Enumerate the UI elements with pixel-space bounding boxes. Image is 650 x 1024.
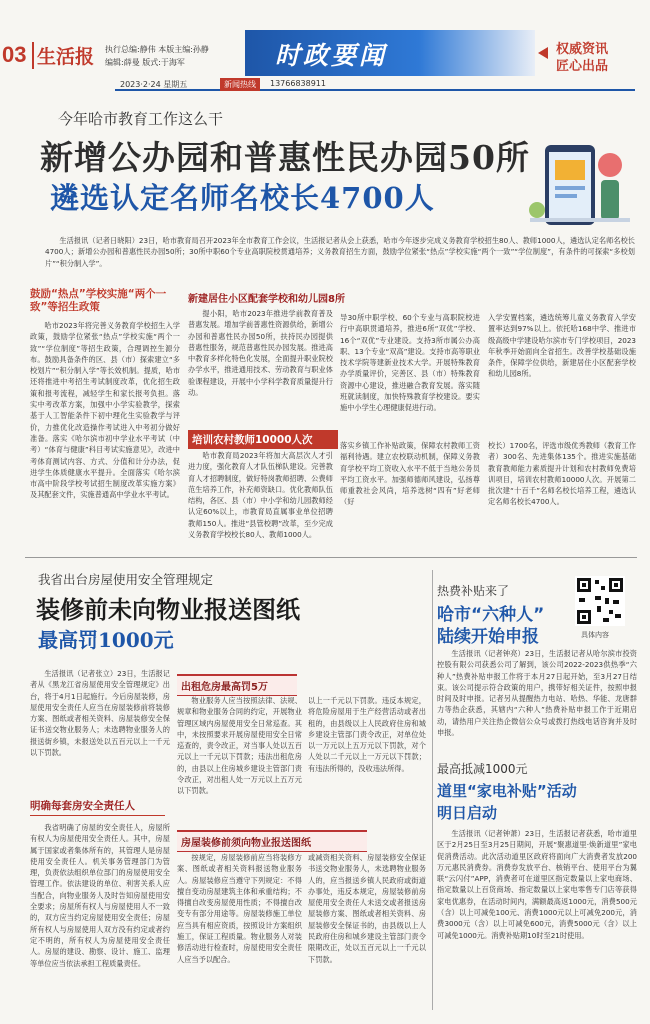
- story-housing: [0, 560, 430, 1024]
- story-heating: [437, 560, 642, 760]
- story2-lead: 生活报讯（记者张立）23日，生活报记者从《黑龙江省房屋使用安全管理规定》出台，将于4月1日起施行。今后房屋装修，房屋使用安全责任人应当在房屋装修前将装修方案、图纸或者相关资料、房屋装修安全保证书送交物业服务人；未选聘物业服务人的报送街乡镇，未报送处以五百元以上一千元以下罚款。: [30, 669, 170, 758]
- story1-lead: 生活报讯（记者日晓阳）23日，哈市教育局召开2023年全市教育工作会议，生活报记者从会上获悉，哈市今年逐步完成义务教育学校招生80人、教师1000人，遴选认定名师名校长4700人；新增公办园和普惠性民办园50所；30所中职60个专业高职院校贯通培养；义务教育招生方面，鼓励学位紧张“热点”学校实施“两个一致”“学位制度”，有条件的可探索“多校划片”“积分制入学”。: [45, 236, 635, 268]
- date: 2023·2·24 星期五: [120, 80, 188, 89]
- section-title: 时政要闻: [275, 41, 388, 70]
- story4-title-1: 道里“家电补贴”活动: [437, 782, 577, 800]
- story-appliance: [437, 760, 642, 1024]
- section-banner: [245, 30, 535, 76]
- story2-title: 装修前未向物业报送图纸: [36, 595, 300, 624]
- story1-column-3: 导30所中职学校、60个专业与高职院校进行中高职贯通培养，推进6所“双优”学校、16个“双优”专业建设。支持3所市属公办高职、13个专业“双高”建设。支持市高等职业技术学院等建新业技术大学。开展特殊教育办学质量评价，完善区、县（市）特殊教育资源中心建设，推进融合教育发展。落实随班就读制度，加快特殊教育学校建设。要实施中小学生心理健康促进行动。: [340, 313, 480, 413]
- arrow-icon: [538, 47, 548, 59]
- qr-caption: 具体内容: [581, 631, 609, 639]
- hotline-number: 13766838911: [270, 79, 326, 88]
- story1-title-2: 遴选认定名师名校长4700人: [50, 181, 435, 215]
- story1-kicker: 今年哈市教育工作这么干: [58, 110, 224, 128]
- story1-column-4b: 校长）1700名，评选市级优秀教师（教育工作者）300名、先进集体135个。推进实施基础教育教师能力素质提升计划和农村教师免费培训项目，培训农村教师10000人次。开展第二批次建“十百千”名师名校长培养工程，遴选认定名师名校长4700人。: [488, 441, 636, 507]
- staff-line-1: 执行总编:静伟 本版主编:孙静: [105, 45, 209, 54]
- story2-fine: 最高罚1000元: [38, 628, 174, 652]
- story4-kicker: 最高抵减1000元: [437, 762, 528, 776]
- story4-body: 生活报讯（记者钟萧）23日，生活报记者获悉，哈市道里区于2月25日至3月25日期间，开展“聚惠道里·焕新道里”家电促消费活动。此次活动道里区政府将面向广大消费者发放200万元惠民消费券。消费券发放平台、核销平台、使用平台为翼联“云闪付”APP，消费者可在道里区指定数量以上家电商场、指定数量以上百货商场、指定数量以上家电零售专门店等获得家电优惠券，在活动时间内，满额最高返1000元，消费500元（含）以上可减免100元、消费1000元以上可减免200元，消费3000元（含）以上可减免600元，消费5000元（含）以上可减免1000元。消费补贴期10时至21时使用。: [437, 829, 637, 940]
- story1-title-1: 新增公办园和普惠性民办园50所: [40, 138, 530, 177]
- staff-line-2: 编辑:薛曼 版式:于海军: [105, 58, 185, 67]
- divider-mid: [25, 557, 637, 558]
- story1-column-4: 入学安置档案，遴选统筹儿童义务教育入学安置率达到97%以上。依托哈168中学、推进市级高级中学建设哈尔滨市专门学校项目，2023年秋季开始面向全省招生。改善学校基础设施条件，保障学位供给，新建居住小区配套学校和幼儿园8所。: [488, 313, 636, 379]
- story1-column-1: 哈市2023年将完善义务教育学校招生入学政策，鼓励学位紧张“热点”学校实施“两个一致”“学位制度”等招生政策，合理调控生源分布。鼓励具备条件的区、县（市）探索建立“多校划片”“积分制入学”等长效机制。提质，哈市还将推进中考招生考试制度改革，优化招生政策和报考流程，减轻学生和家长报考负担。落实中考改革方案，加强中小学实验教学，探索基于人工智能条件下初中理化生实验教学与评价，力推优化改造操作考试进入中考初分做好准备。落实《哈尔滨市初中学业水平考试（中考）“体育与健康”科目考试实施意见》，改进中考体育测试内容、方式、分值和计分办法，促进学生体质健康水平提升。全面落实《哈尔滨市高中阶段学校考试招生制度改革实施方案》及其配套文件，实施普通高中学业水平考试。: [30, 321, 180, 500]
- story4-title-2: 明日启动: [437, 804, 498, 822]
- page-number: 03: [2, 42, 27, 67]
- story2-subhead-1: 明确每套房安全责任人: [30, 800, 165, 816]
- story2-subhead-3: 房屋装修前须向物业报送图纸: [177, 830, 367, 852]
- story1-column-2b: 哈市教育局2023年将加大高层次人才引进力度，强化教育人才队伍梯队建设。完善教育人才招聘制度，做好特岗教师招聘、公费师范生培养工作，补充师资缺口。优化教师队伍结构，各区、县（市）中小学和幼儿园教师经认定60%以上，市教育局直属事业单位招聘教师150人。推进“县管校聘”改革，至少完成义务教育学校校长80人、教师1000人。: [188, 451, 333, 540]
- slogan-1: 权威资讯: [556, 42, 609, 57]
- masthead: [0, 0, 650, 100]
- story1-column-2: 提小阳，哈市2023年推进学前教育普及普惠发展。增加学前普惠性资源供给，新增公办园和普惠性民办园50所，扶持民办园提供普惠性服务，规范普惠性民办园发展。推进高中教育多样化特色化发展，全面提升职业院校办学水平，推进通用技术、劳动教育与职业体验课程建设，开展中小学科学教育质量提升行动。: [188, 309, 333, 398]
- divider-vertical: [432, 570, 433, 1010]
- story2-column-2b: 以上一千元以下罚款。违反本规定，将危险房屋用于生产经营活动或者出租的，由县级以上人民政府住房和城乡建设主管部门责令改正，对单位处以一万元以上五万元以下罚款，对个人处以二千元以上一万元以下罚款；有违法所得的，没收违法所得。: [308, 696, 426, 773]
- slogan-2: 匠心出品: [556, 59, 609, 74]
- story3-title-1: 哈市“六种人”: [437, 605, 545, 625]
- story1-subhead-3: 培训农村教师10000人次: [188, 430, 338, 449]
- story1-subhead-1: 鼓励“热点”学校实施“两个一致”等招生政策: [30, 288, 167, 313]
- story1-column-3b: 落实乡镇工作补贴政策，保障农村教师工资福利待遇。建立农校联动机制，保障义务教育学校平均工资收入水平不低于当地公务员平均工资水平。加强师德师风建设，弘扬尊师重教社会风尚，培养选树“四有”好老师（好: [340, 441, 480, 507]
- story2-column-1: 我省明确了房屋的安全责任人，房屋所有权人为房屋使用安全责任人。其中，房屋属于国家或者集体所有的，其管理人是房屋使用安全责任人。机关事务管理部门为管理，负责依法组织单位部门的房屋使用安全管理工作。依法建设的单位、利害关系人应当配合，向物业服务人及时告知房屋使用安全要求；房屋所有权人与房屋使用人不一致的，双方应当约定房屋使用安全责任；房屋所有权人与房屋使用人双方没有约定或者约定不明的，所有权人为房屋使用安全责任人。房屋的建设、勘察、设计、施工、监理等单位应当依法承担工程质量责任。: [30, 823, 170, 968]
- story2-kicker: 我省出台房屋使用安全管理规定: [38, 572, 214, 587]
- paper-logo: 生活报: [32, 42, 94, 69]
- story3-title-2: 陆续开始申报: [437, 627, 539, 647]
- story2-subhead-2: 出租危房最高罚5万: [177, 674, 297, 696]
- story2-column-2: 物业服务人应当按照法律、法规、规章和物业服务合同的约定，开展物业管理区域内房屋使用安全日常巡查。其中，未按照要求开展房屋使用安全日常巡查的，责令改正，对当事人处以五百元以上一千元以下罚款；违法出租危房的，由县以上住房城乡建设主管部门责令改正，对出租人处一万元以上五万元以下罚款。: [177, 696, 302, 796]
- story3-body: 生活报讯（记者钟亮）23日，生活报记者从哈尔滨市投资控股有限公司获悉公司了解到，该公司2022-2023供热季“六种人”热费补贴申报工作将于本月27日起开始，至3月27日结束。该公司提示符合政策的用户，携带好相关证件，按照申报时间及时申报。记者另从提醒热力电站、哈热、华能、龙唐群力等热企获悉，其辖内“六种人”热费补贴申报工作于近期启动，请热用户关注热企微信公众号或拨打热线电话咨询并及时申报。: [437, 649, 637, 738]
- story2-column-3b: 或减资相关资料、房屋装修安全保证书送交物业服务人，未选聘物业服务人的，应当报送乡镇人民政府或街道办事处，违反本规定，房屋装修前房屋使用安全责任人未送交或者报送房屋装修方案、图纸或者相关资料、房屋装修安全保证书的，由县级以上人民政府住房和城乡建设主管部门责令限期改正，处以五百元以上一千元以下罚款。: [308, 853, 426, 964]
- story3-kicker: 热费补贴来了: [437, 584, 510, 598]
- story2-column-3: 按规定，房屋装修前应当将装修方案、图纸或者相关资料报送物业服务人。房屋装修应当遵守下列规定：不得擅自变动房屋建筑主体和承重结构；不得擅自改变房屋使用性质；不得擅自改变专有部分用途等。房屋装修施工单位应当具有相应资质，按照设计方案组织施工，保证工程质量。物业服务人对装修活动进行检查时，房屋使用安全责任人应当予以配合。: [177, 853, 302, 964]
- story1-subhead-2: 新建居住小区配套学校和幼儿园8所: [188, 294, 345, 305]
- qr-code-icon[interactable]: [575, 576, 625, 626]
- story-education: [0, 100, 650, 555]
- date-bar: [115, 78, 635, 91]
- hotline-label: 新闻热线: [220, 78, 260, 91]
- school-illustration-icon: [525, 130, 635, 240]
